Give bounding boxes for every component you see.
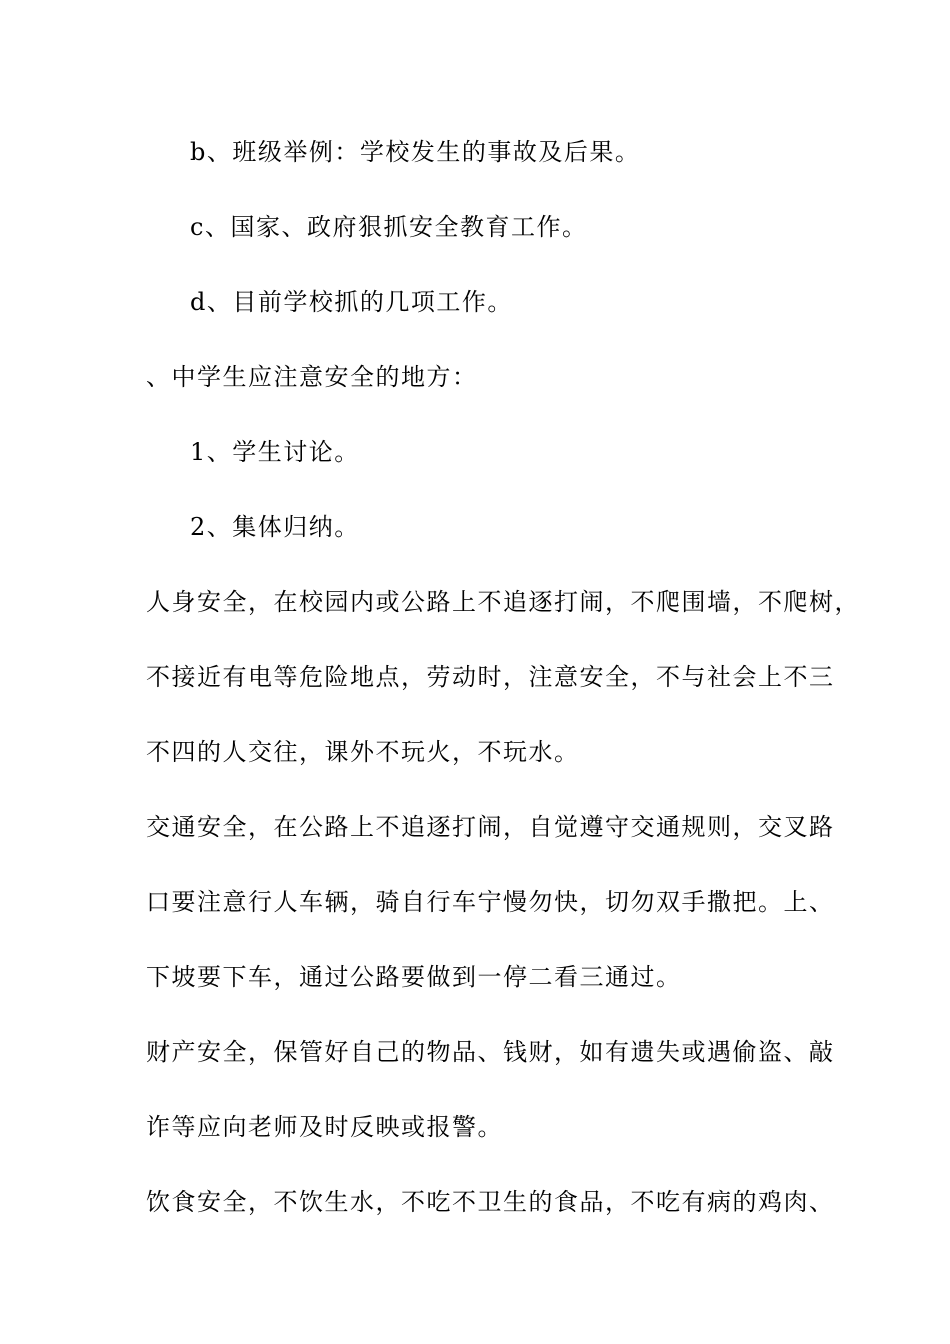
section-heading: 、中学生应注意安全的地方： [146, 363, 478, 391]
paragraph-property-safety-line-2: 诈等应向老师及时反映或报警。 [146, 1113, 503, 1141]
list-item-c: c、国家、政府狠抓安全教育工作。 [190, 213, 588, 241]
paragraph-traffic-safety-line-2: 口要注意行人车辆，骑自行车宁慢勿快，切勿双手撒把。上、 [146, 888, 835, 916]
paragraph-personal-safety-line-3: 不四的人交往，课外不玩火，不玩水。 [146, 738, 580, 766]
list-item-2: 2、集体归纳。 [190, 513, 360, 541]
paragraph-traffic-safety-line-1: 交通安全，在公路上不追逐打闹，自觉遵守交通规则，交叉路 [146, 813, 835, 841]
paragraph-personal-safety-line-1: 人身安全，在校园内或公路上不追逐打闹，不爬围墙，不爬树， [146, 588, 860, 616]
list-item-1: 1、学生讨论。 [190, 438, 360, 466]
paragraph-traffic-safety-line-3: 下坡要下车，通过公路要做到一停二看三通过。 [146, 963, 682, 991]
paragraph-personal-safety-line-2: 不接近有电等危险地点，劳动时，注意安全，不与社会上不三 [146, 663, 835, 691]
paragraph-food-safety-line-1: 饮食安全，不饮生水，不吃不卫生的食品，不吃有病的鸡肉、 [146, 1188, 835, 1216]
list-item-b: b、班级举例：学校发生的事故及后果。 [190, 138, 641, 166]
paragraph-property-safety-line-1: 财产安全，保管好自己的物品、钱财，如有遗失或遇偷盗、敲 [146, 1038, 835, 1066]
list-item-d: d、目前学校抓的几项工作。 [190, 288, 513, 316]
